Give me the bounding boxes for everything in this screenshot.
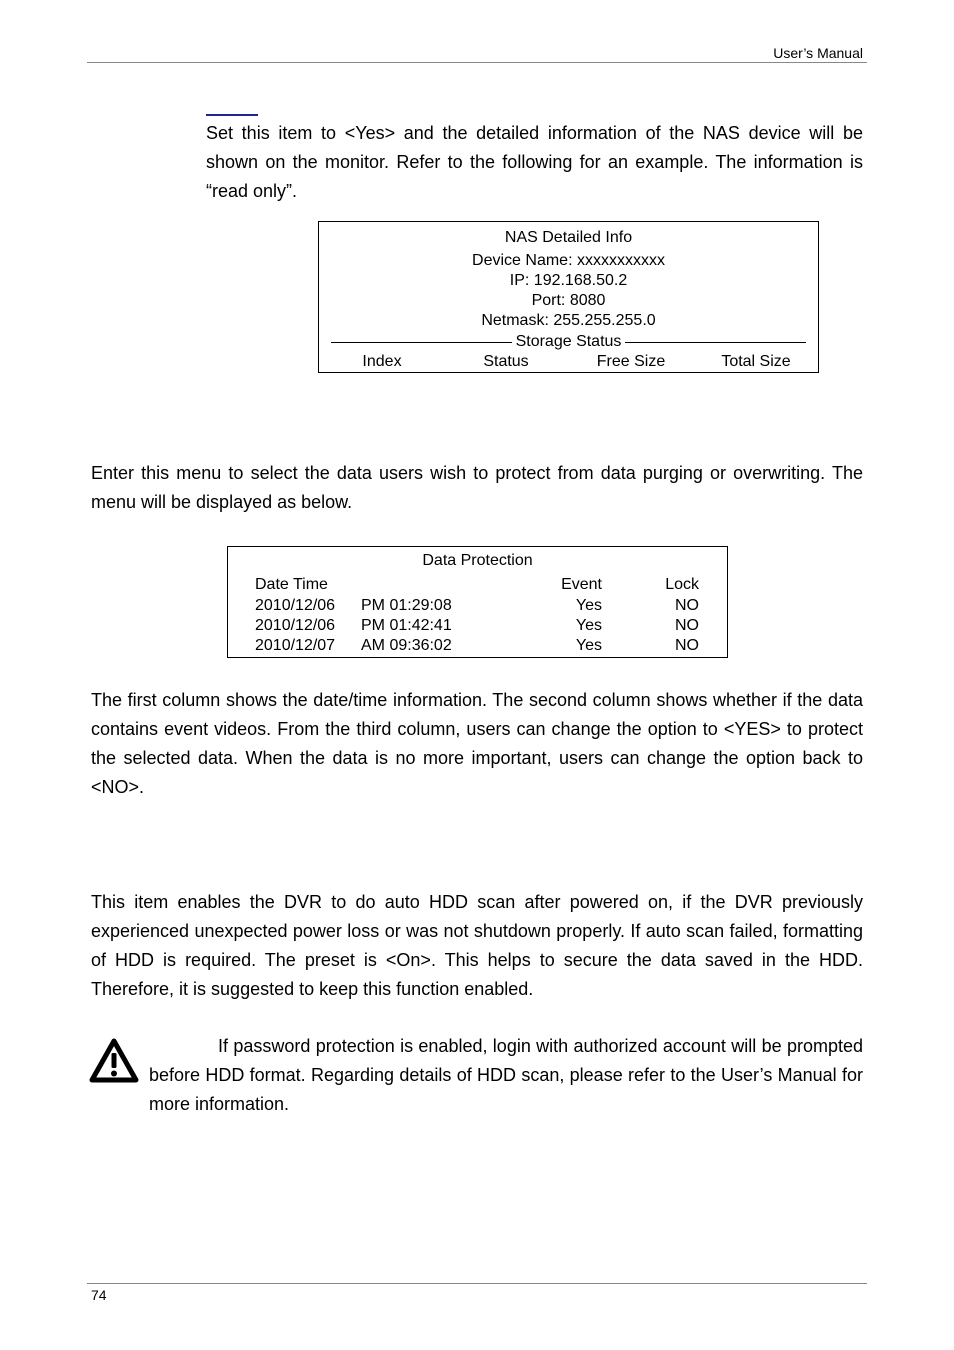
row-event: Yes bbox=[575, 637, 602, 654]
table-row[interactable] bbox=[228, 636, 727, 656]
row-event: Yes bbox=[575, 597, 602, 614]
nas-device-name: Device Name: xxxxxxxxxxx bbox=[472, 252, 665, 269]
row-event: Yes bbox=[575, 617, 602, 634]
page-number: 74 bbox=[91, 1287, 107, 1303]
auto-scan-description: This item enables the DVR to do auto HDD scan after powered on, if the DVR previously experienced unexpected power loss or was not shutdown properly. If auto scan failed, formatting of HDD is required. The preset is <On>. This helps to secure the data saved in the HDD. Therefore, it is suggested to keep this function enabled. bbox=[91, 892, 863, 999]
column-header-index: Index bbox=[362, 353, 402, 370]
nas-description: Set this item to <Yes> and the detailed information of the NAS device will be shown on the monitor. Refer to the following for an example. The information is “read only”. bbox=[206, 123, 863, 201]
footer-divider bbox=[87, 1283, 867, 1284]
header-divider bbox=[87, 62, 867, 63]
data-protection-explanation: The first column shows the date/time information. The second column shows whether if the data contains event videos. From the third column, users can change the option to <YES> to protect the selected data. When the data is no more important, users can change the option back to <NO>. bbox=[91, 690, 863, 797]
header-lock: Lock bbox=[665, 576, 699, 593]
table-row[interactable] bbox=[228, 616, 727, 636]
storage-status-label: Storage Status bbox=[515, 333, 622, 350]
row-time: PM 01:42:41 bbox=[361, 617, 452, 634]
header-event: Event bbox=[561, 576, 602, 593]
column-header-status: Status bbox=[483, 353, 529, 370]
row-date: 2010/12/06 bbox=[255, 617, 336, 634]
data-protection-panel bbox=[227, 546, 728, 658]
nas-port: Port: 8080 bbox=[531, 292, 606, 309]
data-protection-intro: Enter this menu to select the data users wish to protect from data purging or overwriting. The menu will be displayed as below. bbox=[91, 463, 863, 512]
data-protection-title: Data Protection bbox=[422, 552, 533, 569]
row-time: AM 09:36:02 bbox=[361, 637, 452, 654]
nas-detailed-info-panel bbox=[318, 221, 819, 373]
nas-ip: IP: 192.168.50.2 bbox=[509, 272, 628, 289]
column-header-free-size: Free Size bbox=[596, 353, 666, 370]
row-lock-option[interactable]: NO bbox=[675, 617, 699, 634]
nas-panel-title: NAS Detailed Info bbox=[504, 229, 633, 246]
divider-line-right bbox=[625, 342, 806, 343]
nas-netmask: Netmask: 255.255.255.0 bbox=[481, 312, 656, 329]
row-lock-option[interactable]: NO bbox=[675, 597, 699, 614]
section-title-underline bbox=[206, 114, 258, 116]
table-row[interactable] bbox=[228, 596, 727, 616]
row-date: 2010/12/07 bbox=[255, 637, 336, 654]
column-header-total-size: Total Size bbox=[721, 353, 791, 370]
header-label: User’s Manual bbox=[773, 45, 863, 61]
storage-status-divider bbox=[331, 332, 806, 352]
row-time: PM 01:29:08 bbox=[361, 597, 452, 614]
row-date: 2010/12/06 bbox=[255, 597, 336, 614]
table-header-row bbox=[228, 575, 727, 595]
row-lock-option[interactable]: NO bbox=[675, 637, 699, 654]
divider-line-left bbox=[331, 342, 512, 343]
header-date-time: Date Time bbox=[255, 576, 328, 593]
note-text: If password protection is enabled, login with authorized account will be prompted before HDD format. Regarding details of HDD scan, please refer to the User’s Manual for more information. bbox=[149, 1036, 863, 1114]
storage-column-headers bbox=[319, 352, 818, 372]
warning-icon bbox=[89, 1038, 139, 1084]
